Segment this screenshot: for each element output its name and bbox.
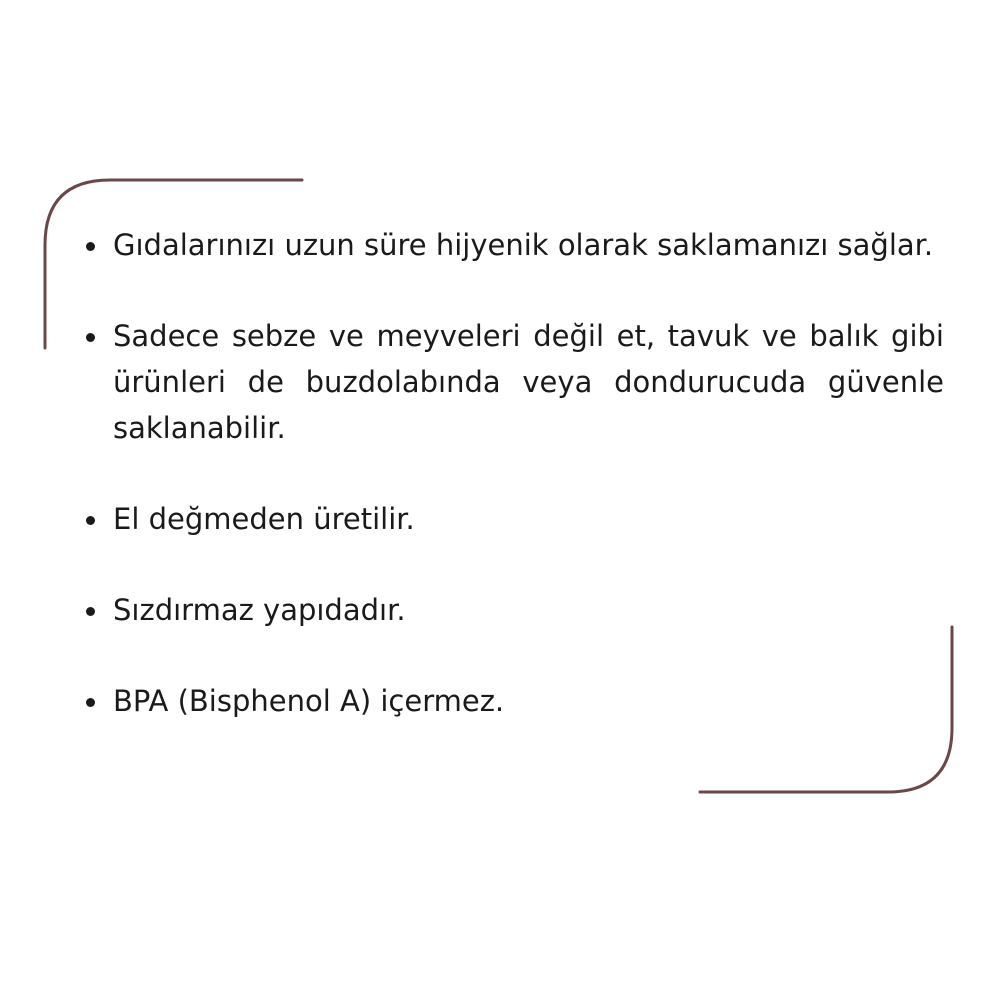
list-item — [86, 313, 944, 451]
bullet-icon — [86, 333, 95, 342]
feature-list — [86, 222, 944, 724]
bullet-icon — [86, 516, 95, 525]
bullet-icon — [86, 698, 95, 707]
list-item — [86, 587, 944, 633]
list-item — [86, 496, 944, 542]
feature-text: BPA (Bisphenol A) içermez. — [113, 684, 505, 718]
bullet-icon — [86, 242, 95, 251]
list-item — [86, 678, 944, 724]
feature-text: Gıdalarınızı uzun süre hijyenik olarak saklamanızı sağlar. — [113, 228, 934, 262]
feature-text: El değmeden üretilir. — [113, 502, 415, 536]
feature-text: Sızdırmaz yapıdadır. — [113, 593, 406, 627]
bullet-icon — [86, 607, 95, 616]
list-item — [86, 222, 944, 268]
feature-text: Sadece sebze ve meyveleri değil et, tavuk ve balık gibi ürünleri de buzdolabında veya dondurucuda güvenle saklanabilir. — [113, 319, 944, 445]
